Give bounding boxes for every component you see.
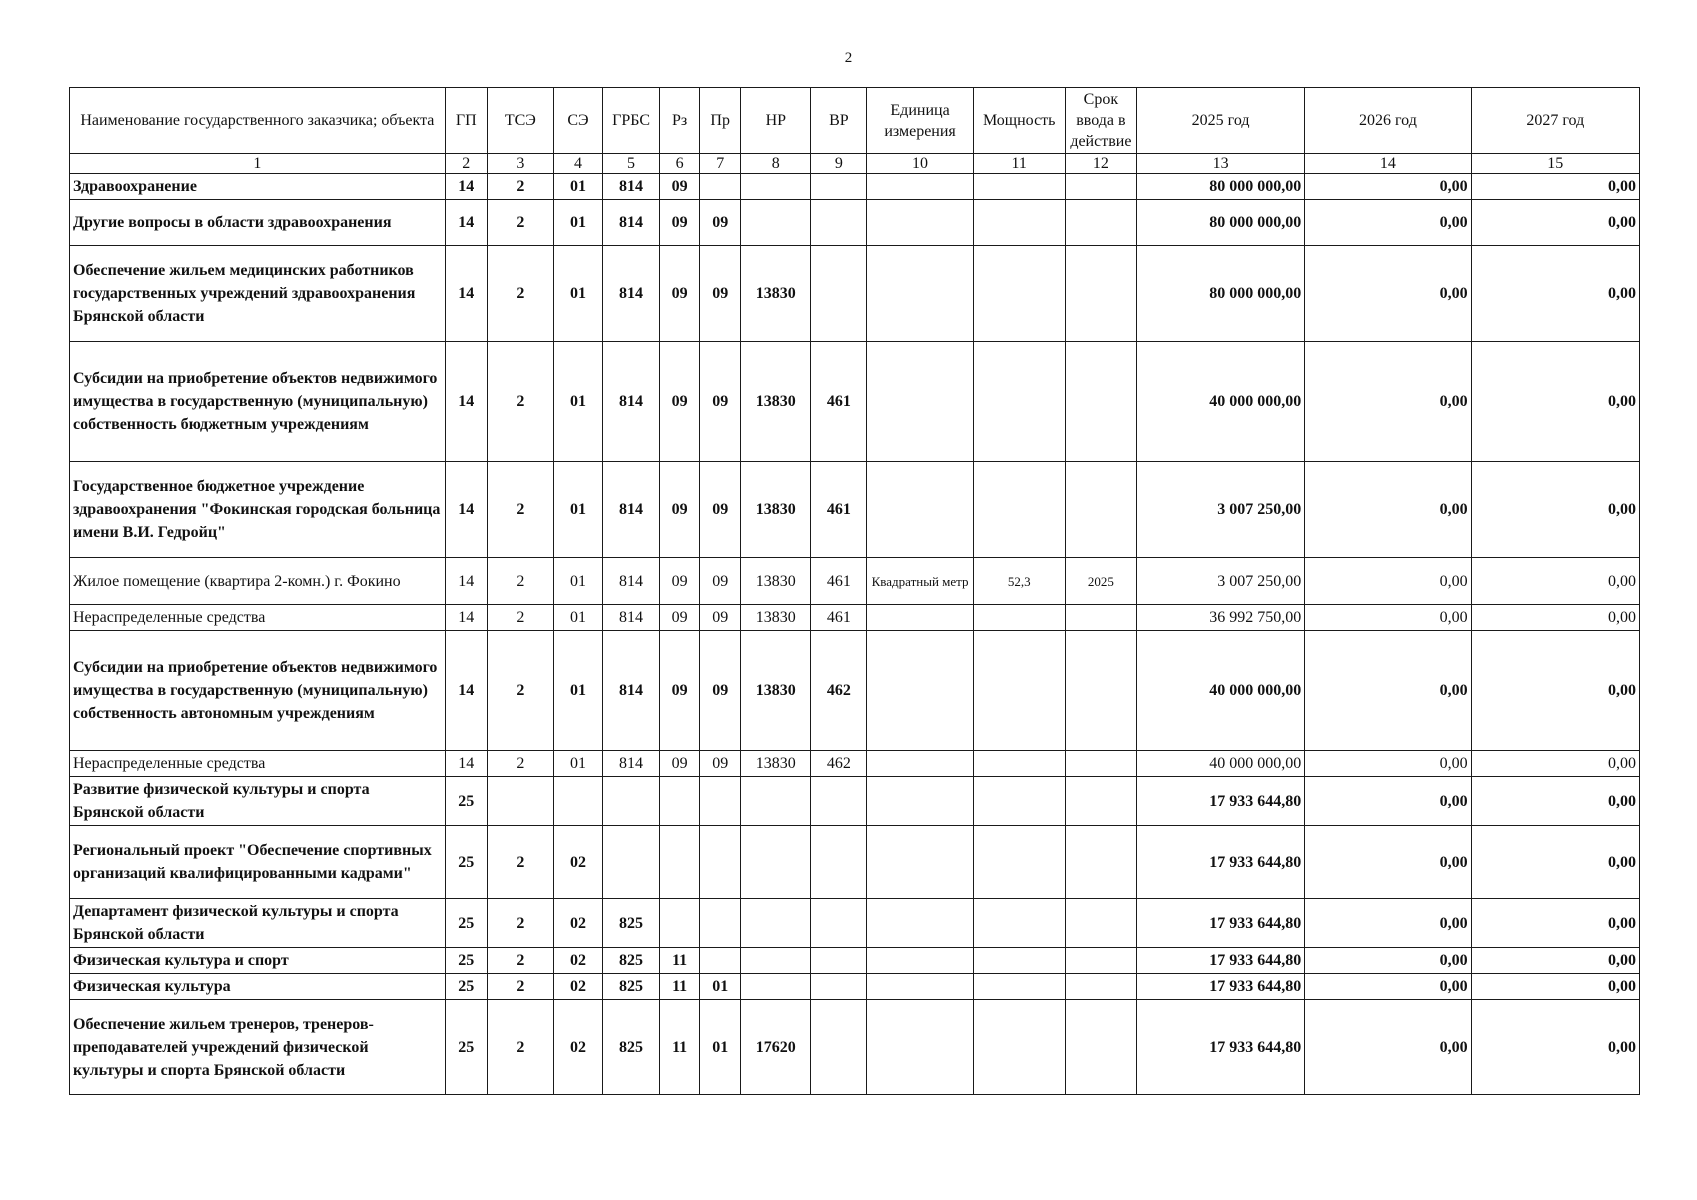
code-cell: 11	[660, 974, 700, 1000]
row-name-cell: Субсидии на приобретение объектов недвижимого имущества в государственную (муниципальную) собственность бюджетным учреждениям	[70, 342, 446, 462]
header-cell: ГП	[445, 88, 487, 154]
page-number: 2	[844, 50, 853, 66]
code-cell: 11	[660, 948, 700, 974]
code-cell: 01	[553, 200, 602, 246]
table-row	[70, 751, 1640, 777]
code-cell: 09	[660, 200, 700, 246]
code-cell	[973, 777, 1065, 826]
table-row	[70, 462, 1640, 558]
row-name-cell: Обеспечение жильем медицинских работников государственных учреждений здравоохранения Брянской области	[70, 246, 446, 342]
code-cell	[1065, 462, 1136, 558]
code-cell: 13830	[741, 462, 811, 558]
row-name-cell: Департамент физической культуры и спорта Брянской области	[70, 899, 446, 948]
code-cell	[741, 777, 811, 826]
row-name-cell: Обеспечение жильем тренеров, тренеров-преподавателей учреждений физической культуры и спорта Брянской области	[70, 1000, 446, 1095]
code-cell: 13830	[741, 605, 811, 631]
code-cell: 2	[487, 974, 553, 1000]
code-cell	[867, 200, 973, 246]
code-cell: 814	[603, 631, 660, 751]
code-cell	[603, 777, 660, 826]
amount-cell: 0,00	[1471, 899, 1639, 948]
code-cell	[867, 174, 973, 200]
code-cell	[867, 462, 973, 558]
amount-cell: 40 000 000,00	[1136, 342, 1304, 462]
code-cell	[1065, 200, 1136, 246]
code-cell: 2	[487, 751, 553, 777]
amount-cell: 36 992 750,00	[1136, 605, 1304, 631]
row-name-cell: Субсидии на приобретение объектов недвижимого имущества в государственную (муниципальную) собственность автономным учреждениям	[70, 631, 446, 751]
amount-cell: 40 000 000,00	[1136, 751, 1304, 777]
code-cell: 52,3	[973, 558, 1065, 605]
header-cell: ГРБС	[603, 88, 660, 154]
code-cell	[1065, 631, 1136, 751]
column-number-cell: 12	[1065, 154, 1136, 174]
amount-cell: 0,00	[1305, 777, 1471, 826]
budget-table	[69, 87, 1640, 1095]
amount-cell: 0,00	[1471, 974, 1639, 1000]
column-number-cell: 3	[487, 154, 553, 174]
amount-cell: 0,00	[1471, 558, 1639, 605]
code-cell: 09	[660, 751, 700, 777]
code-cell: 09	[700, 751, 741, 777]
table-row	[70, 174, 1640, 200]
code-cell	[973, 200, 1065, 246]
code-cell	[867, 631, 973, 751]
table-row	[70, 631, 1640, 751]
code-cell: 14	[445, 558, 487, 605]
code-cell: 814	[603, 751, 660, 777]
header-cell: Наименование государственного заказчика; объекта	[70, 88, 446, 154]
amount-cell: 17 933 644,80	[1136, 826, 1304, 899]
column-number-cell: 13	[1136, 154, 1304, 174]
code-cell	[867, 246, 973, 342]
row-name-cell: Государственное бюджетное учреждение здравоохранения "Фокинская городская больница имени В.И. Гедройц"	[70, 462, 446, 558]
code-cell	[867, 751, 973, 777]
code-cell: 814	[603, 605, 660, 631]
code-cell: 2	[487, 558, 553, 605]
code-cell: 461	[811, 558, 867, 605]
amount-cell: 0,00	[1471, 826, 1639, 899]
column-number-cell: 4	[553, 154, 602, 174]
code-cell: 01	[553, 246, 602, 342]
code-cell: 09	[660, 631, 700, 751]
code-cell	[1065, 174, 1136, 200]
code-cell: 14	[445, 631, 487, 751]
code-cell: 09	[660, 246, 700, 342]
code-cell: 25	[445, 974, 487, 1000]
code-cell	[603, 826, 660, 899]
row-name-cell: Здравоохранение	[70, 174, 446, 200]
code-cell	[660, 777, 700, 826]
code-cell	[1065, 246, 1136, 342]
code-cell	[867, 899, 973, 948]
amount-cell: 17 933 644,80	[1136, 899, 1304, 948]
table-row	[70, 826, 1640, 899]
code-cell: 825	[603, 1000, 660, 1095]
code-cell: 09	[700, 462, 741, 558]
code-cell: 02	[553, 948, 602, 974]
code-cell	[973, 948, 1065, 974]
code-cell: 2	[487, 174, 553, 200]
code-cell	[867, 974, 973, 1000]
code-cell: 13830	[741, 342, 811, 462]
code-cell: 814	[603, 246, 660, 342]
code-cell: 25	[445, 899, 487, 948]
code-cell	[867, 948, 973, 974]
code-cell: 01	[553, 558, 602, 605]
amount-cell: 0,00	[1305, 200, 1471, 246]
code-cell: 09	[700, 631, 741, 751]
table-row	[70, 246, 1640, 342]
amount-cell: 80 000 000,00	[1136, 200, 1304, 246]
code-cell: 09	[660, 462, 700, 558]
code-cell: 09	[700, 246, 741, 342]
amount-cell: 0,00	[1305, 974, 1471, 1000]
code-cell: 25	[445, 826, 487, 899]
code-cell	[867, 1000, 973, 1095]
code-cell: 462	[811, 631, 867, 751]
code-cell: 461	[811, 342, 867, 462]
code-cell: 2	[487, 462, 553, 558]
amount-cell: 3 007 250,00	[1136, 558, 1304, 605]
code-cell	[973, 974, 1065, 1000]
code-cell	[811, 948, 867, 974]
amount-cell: 0,00	[1471, 605, 1639, 631]
code-cell	[973, 631, 1065, 751]
table-row	[70, 899, 1640, 948]
code-cell	[973, 462, 1065, 558]
code-cell	[811, 899, 867, 948]
amount-cell: 0,00	[1305, 751, 1471, 777]
code-cell: 2	[487, 826, 553, 899]
amount-cell: 0,00	[1305, 558, 1471, 605]
code-cell	[700, 777, 741, 826]
code-cell	[811, 826, 867, 899]
header-cell: 2025 год	[1136, 88, 1304, 154]
code-cell	[741, 948, 811, 974]
code-cell	[867, 342, 973, 462]
code-cell	[741, 826, 811, 899]
code-cell: 01	[553, 605, 602, 631]
table-row	[70, 605, 1640, 631]
code-cell: 01	[700, 974, 741, 1000]
code-cell	[973, 342, 1065, 462]
column-number-cell: 5	[603, 154, 660, 174]
code-cell	[1065, 751, 1136, 777]
code-cell	[700, 174, 741, 200]
code-cell	[1065, 899, 1136, 948]
code-cell: 02	[553, 826, 602, 899]
column-number-cell: 1	[70, 154, 446, 174]
row-name-cell: Физическая культура	[70, 974, 446, 1000]
column-number-cell: 6	[660, 154, 700, 174]
code-cell: 2	[487, 948, 553, 974]
code-cell	[867, 777, 973, 826]
table-row	[70, 558, 1640, 605]
code-cell: 25	[445, 948, 487, 974]
amount-cell: 17 933 644,80	[1136, 974, 1304, 1000]
code-cell	[973, 605, 1065, 631]
code-cell: 461	[811, 605, 867, 631]
column-number-cell: 2	[445, 154, 487, 174]
column-number-cell: 14	[1305, 154, 1471, 174]
code-cell: 2	[487, 631, 553, 751]
amount-cell: 0,00	[1305, 246, 1471, 342]
row-name-cell: Нераспределенные средства	[70, 605, 446, 631]
amount-cell: 0,00	[1471, 777, 1639, 826]
code-cell	[700, 826, 741, 899]
header-cell: Пр	[700, 88, 741, 154]
table-row	[70, 777, 1640, 826]
code-cell: 14	[445, 342, 487, 462]
code-cell	[867, 826, 973, 899]
code-cell: 825	[603, 899, 660, 948]
amount-cell: 0,00	[1305, 174, 1471, 200]
code-cell: 25	[445, 777, 487, 826]
code-cell	[973, 826, 1065, 899]
code-cell	[741, 200, 811, 246]
code-cell: 2	[487, 246, 553, 342]
amount-cell: 0,00	[1471, 246, 1639, 342]
code-cell	[1065, 342, 1136, 462]
header-cell: ВР	[811, 88, 867, 154]
code-cell	[1065, 1000, 1136, 1095]
column-number-cell: 15	[1471, 154, 1639, 174]
amount-cell: 0,00	[1471, 1000, 1639, 1095]
header-cell: 2026 год	[1305, 88, 1471, 154]
code-cell	[1065, 605, 1136, 631]
code-cell: 13830	[741, 558, 811, 605]
code-cell: 2025	[1065, 558, 1136, 605]
code-cell: 01	[553, 462, 602, 558]
code-cell	[700, 899, 741, 948]
code-cell	[1065, 974, 1136, 1000]
code-cell	[487, 777, 553, 826]
code-cell	[811, 777, 867, 826]
row-name-cell: Нераспределенные средства	[70, 751, 446, 777]
code-cell: 01	[553, 751, 602, 777]
table-row	[70, 974, 1640, 1000]
code-cell: 02	[553, 1000, 602, 1095]
amount-cell: 0,00	[1305, 1000, 1471, 1095]
column-number-cell: 7	[700, 154, 741, 174]
code-cell	[660, 899, 700, 948]
amount-cell: 80 000 000,00	[1136, 246, 1304, 342]
code-cell: 2	[487, 1000, 553, 1095]
amount-cell: 17 933 644,80	[1136, 777, 1304, 826]
code-cell: 825	[603, 948, 660, 974]
amount-cell: 0,00	[1305, 342, 1471, 462]
code-cell: 02	[553, 974, 602, 1000]
code-cell: 2	[487, 200, 553, 246]
code-cell	[811, 246, 867, 342]
amount-cell: 0,00	[1305, 899, 1471, 948]
header-cell: Мощность	[973, 88, 1065, 154]
code-cell: 09	[700, 605, 741, 631]
amount-cell: 0,00	[1471, 751, 1639, 777]
table-row	[70, 200, 1640, 246]
code-cell: 09	[660, 605, 700, 631]
code-cell: 814	[603, 558, 660, 605]
column-number-cell: 11	[973, 154, 1065, 174]
code-cell: 02	[553, 899, 602, 948]
code-cell: 09	[700, 558, 741, 605]
code-cell: 814	[603, 342, 660, 462]
code-cell	[553, 777, 602, 826]
amount-cell: 0,00	[1305, 948, 1471, 974]
code-cell: 01	[553, 174, 602, 200]
code-cell	[973, 751, 1065, 777]
code-cell	[867, 605, 973, 631]
amount-cell: 17 933 644,80	[1136, 948, 1304, 974]
header-cell: Срок ввода в действие	[1065, 88, 1136, 154]
code-cell	[973, 1000, 1065, 1095]
code-cell: 14	[445, 246, 487, 342]
code-cell: 814	[603, 174, 660, 200]
row-name-cell: Физическая культура и спорт	[70, 948, 446, 974]
amount-cell: 17 933 644,80	[1136, 1000, 1304, 1095]
code-cell: 01	[553, 342, 602, 462]
code-cell: Квадратный метр	[867, 558, 973, 605]
code-cell	[660, 826, 700, 899]
code-cell	[811, 200, 867, 246]
header-cell: Единица измерения	[867, 88, 973, 154]
amount-cell: 0,00	[1471, 342, 1639, 462]
column-number-cell: 10	[867, 154, 973, 174]
amount-cell: 0,00	[1305, 631, 1471, 751]
code-cell: 25	[445, 1000, 487, 1095]
header-cell: НР	[741, 88, 811, 154]
code-cell: 814	[603, 200, 660, 246]
code-cell: 17620	[741, 1000, 811, 1095]
code-cell	[700, 948, 741, 974]
code-cell: 14	[445, 605, 487, 631]
column-number-cell: 9	[811, 154, 867, 174]
amount-cell: 0,00	[1471, 948, 1639, 974]
row-name-cell: Региональный проект "Обеспечение спортивных организаций квалифицированными кадрами"	[70, 826, 446, 899]
code-cell: 462	[811, 751, 867, 777]
code-cell: 2	[487, 342, 553, 462]
code-cell: 14	[445, 174, 487, 200]
amount-cell: 0,00	[1471, 462, 1639, 558]
code-cell: 14	[445, 751, 487, 777]
amount-cell: 80 000 000,00	[1136, 174, 1304, 200]
header-row	[70, 88, 1640, 154]
code-cell	[811, 1000, 867, 1095]
code-cell	[811, 174, 867, 200]
code-cell: 09	[660, 174, 700, 200]
code-cell: 01	[553, 631, 602, 751]
code-cell: 13830	[741, 246, 811, 342]
code-cell: 2	[487, 605, 553, 631]
code-cell	[1065, 826, 1136, 899]
table-row	[70, 948, 1640, 974]
amount-cell: 3 007 250,00	[1136, 462, 1304, 558]
code-cell	[973, 246, 1065, 342]
table-row	[70, 1000, 1640, 1095]
header-cell: ТСЭ	[487, 88, 553, 154]
code-cell: 09	[700, 200, 741, 246]
code-cell: 14	[445, 200, 487, 246]
code-cell	[1065, 777, 1136, 826]
code-cell	[741, 899, 811, 948]
amount-cell: 40 000 000,00	[1136, 631, 1304, 751]
column-number-cell: 8	[741, 154, 811, 174]
code-cell: 09	[660, 558, 700, 605]
row-name-cell: Развитие физической культуры и спорта Брянской области	[70, 777, 446, 826]
header-cell: Рз	[660, 88, 700, 154]
amount-cell: 0,00	[1471, 200, 1639, 246]
amount-cell: 0,00	[1305, 826, 1471, 899]
table-body	[70, 174, 1640, 1095]
code-cell: 825	[603, 974, 660, 1000]
code-cell: 814	[603, 462, 660, 558]
amount-cell: 0,00	[1471, 174, 1639, 200]
amount-cell: 0,00	[1305, 605, 1471, 631]
header-cell: СЭ	[553, 88, 602, 154]
code-cell: 13830	[741, 631, 811, 751]
code-cell	[1065, 948, 1136, 974]
code-cell: 01	[700, 1000, 741, 1095]
code-cell: 11	[660, 1000, 700, 1095]
row-name-cell: Жилое помещение (квартира 2-комн.) г. Фокино	[70, 558, 446, 605]
amount-cell: 0,00	[1305, 462, 1471, 558]
code-cell	[811, 974, 867, 1000]
code-cell: 461	[811, 462, 867, 558]
code-cell	[741, 174, 811, 200]
row-name-cell: Другие вопросы в области здравоохранения	[70, 200, 446, 246]
table-row	[70, 342, 1640, 462]
code-cell	[973, 899, 1065, 948]
code-cell: 09	[660, 342, 700, 462]
code-cell: 14	[445, 462, 487, 558]
amount-cell: 0,00	[1471, 631, 1639, 751]
header-cell: 2027 год	[1471, 88, 1639, 154]
code-cell	[973, 174, 1065, 200]
code-cell: 2	[487, 899, 553, 948]
column-number-row	[70, 154, 1640, 174]
code-cell: 09	[700, 342, 741, 462]
code-cell: 13830	[741, 751, 811, 777]
code-cell	[741, 974, 811, 1000]
